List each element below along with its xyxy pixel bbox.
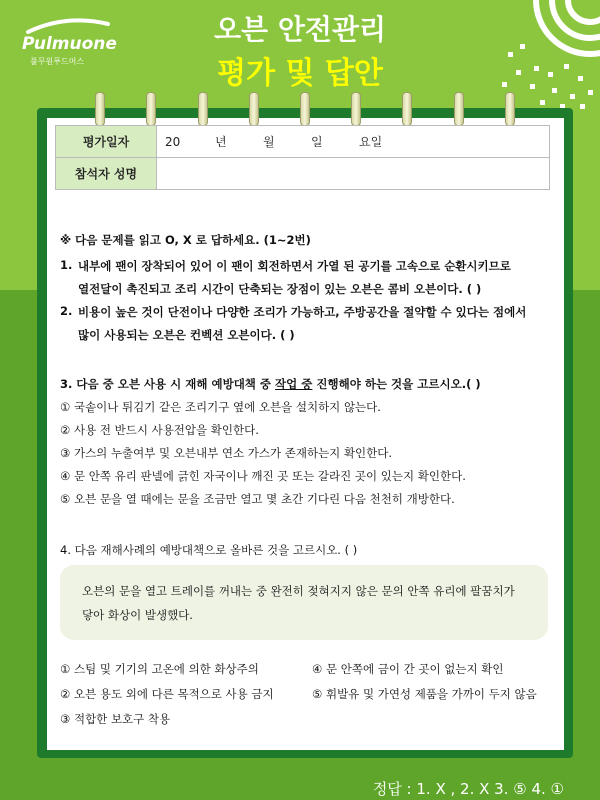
ring-icon	[402, 92, 412, 126]
date-day-label: 일	[311, 135, 323, 149]
q3-option: ⑤ 오븐 문을 열 때에는 문을 조금만 열고 몇 초간 기다린 다음 천천히 개방한다.	[60, 492, 455, 506]
case-box	[60, 565, 548, 640]
q4-option: ③ 적합한 보호구 착용	[60, 712, 171, 726]
case-line1: 오븐의 문을 열고 트레이를 꺼내는 중 완전히 젖혀지지 않은 문의 안쪽 유리에 팔꿈치가	[82, 584, 515, 598]
q4-option: ② 오븐 용도 외에 다른 목적으로 사용 금지	[60, 687, 274, 701]
date-month-label: 월	[263, 135, 275, 149]
q1-number: 1.	[60, 258, 73, 272]
brand-sub: 풀무원푸드머스	[30, 57, 85, 66]
ring-icon	[146, 92, 156, 126]
q3-underlined: 작업 중	[275, 377, 313, 391]
date-year-prefix: 20	[165, 135, 181, 149]
date-weekday-label: 요일	[359, 135, 383, 149]
q3-question	[60, 376, 481, 392]
q3-option: ① 국솥이나 튀김기 같은 조리기구 옆에 오븐을 설치하지 않는다.	[60, 400, 381, 414]
info-table	[55, 125, 550, 190]
attendee-field[interactable]	[157, 158, 550, 190]
attendee-label: 참석자 성명	[56, 158, 157, 190]
q4-option: ① 스팀 및 기기의 고온에 의한 화상주의	[60, 662, 259, 676]
page-title: 오븐 안전관리	[213, 13, 387, 46]
ring-icon	[351, 92, 361, 126]
q3-suffix: 진행해야 하는 것을 고르시오.( )	[312, 377, 481, 391]
q2-line2: 많이 사용되는 오븐은 컨벡션 오븐이다. ( )	[78, 328, 295, 342]
ring-icon	[249, 92, 259, 126]
q1-line2: 열전달이 촉진되고 조리 시간이 단축되는 장점이 있는 오븐은 콤비 오븐이다. ( )	[78, 282, 482, 296]
brand-name: Pulmuone	[22, 34, 117, 54]
ring-icon	[95, 92, 105, 126]
ring-icon	[300, 92, 310, 126]
q4-question: 4. 다음 재해사례의 예방대책으로 올바른 것을 고르시오. ( )	[60, 543, 358, 557]
q2-line1: 비용이 높은 것이 단전이나 다양한 조리가 가능하고, 주방공간을 절약할 수 있다는 점에서	[78, 305, 527, 319]
q1-line1: 내부에 팬이 장착되어 있어 이 팬이 회전하면서 가열 된 공기를 고속으로 순환시키므로	[78, 259, 511, 273]
ring-icon	[505, 92, 515, 126]
q3-option: ④ 문 안쪽 유리 판넬에 긁힌 자국이나 깨진 곳 또는 갈라진 곳이 있는지 확인한다.	[60, 469, 466, 483]
q4-option: ⑤ 휘발유 및 가연성 제품을 가까이 두지 않음	[312, 687, 537, 701]
q2-number: 2.	[60, 304, 73, 318]
date-field[interactable]	[157, 126, 550, 158]
ring-icon	[198, 92, 208, 126]
date-label: 평가일자	[56, 126, 157, 158]
case-line2: 닿아 화상이 발생했다.	[82, 608, 193, 622]
date-year-label: 년	[215, 135, 227, 149]
q3-prefix: 3. 다음 중 오븐 사용 시 재해 예방대책 중	[60, 377, 276, 391]
instructions: ※ 다음 문제를 읽고 O, X 로 답하세요. (1~2번)	[60, 233, 311, 247]
q3-option: ② 사용 전 반드시 사용전압을 확인한다.	[60, 423, 259, 437]
q4-option: ④ 문 안쪽에 금이 간 곳이 없는지 확인	[312, 662, 504, 676]
answer-key: 정답 : 1. X , 2. X 3. ⑤ 4. ①	[372, 780, 564, 798]
ring-icon	[454, 92, 464, 126]
page-subtitle: 평가 및 답안	[217, 56, 383, 91]
q3-option: ③ 가스의 누출여부 및 오븐내부 연소 가스가 존재하는지 확인한다.	[60, 446, 393, 460]
